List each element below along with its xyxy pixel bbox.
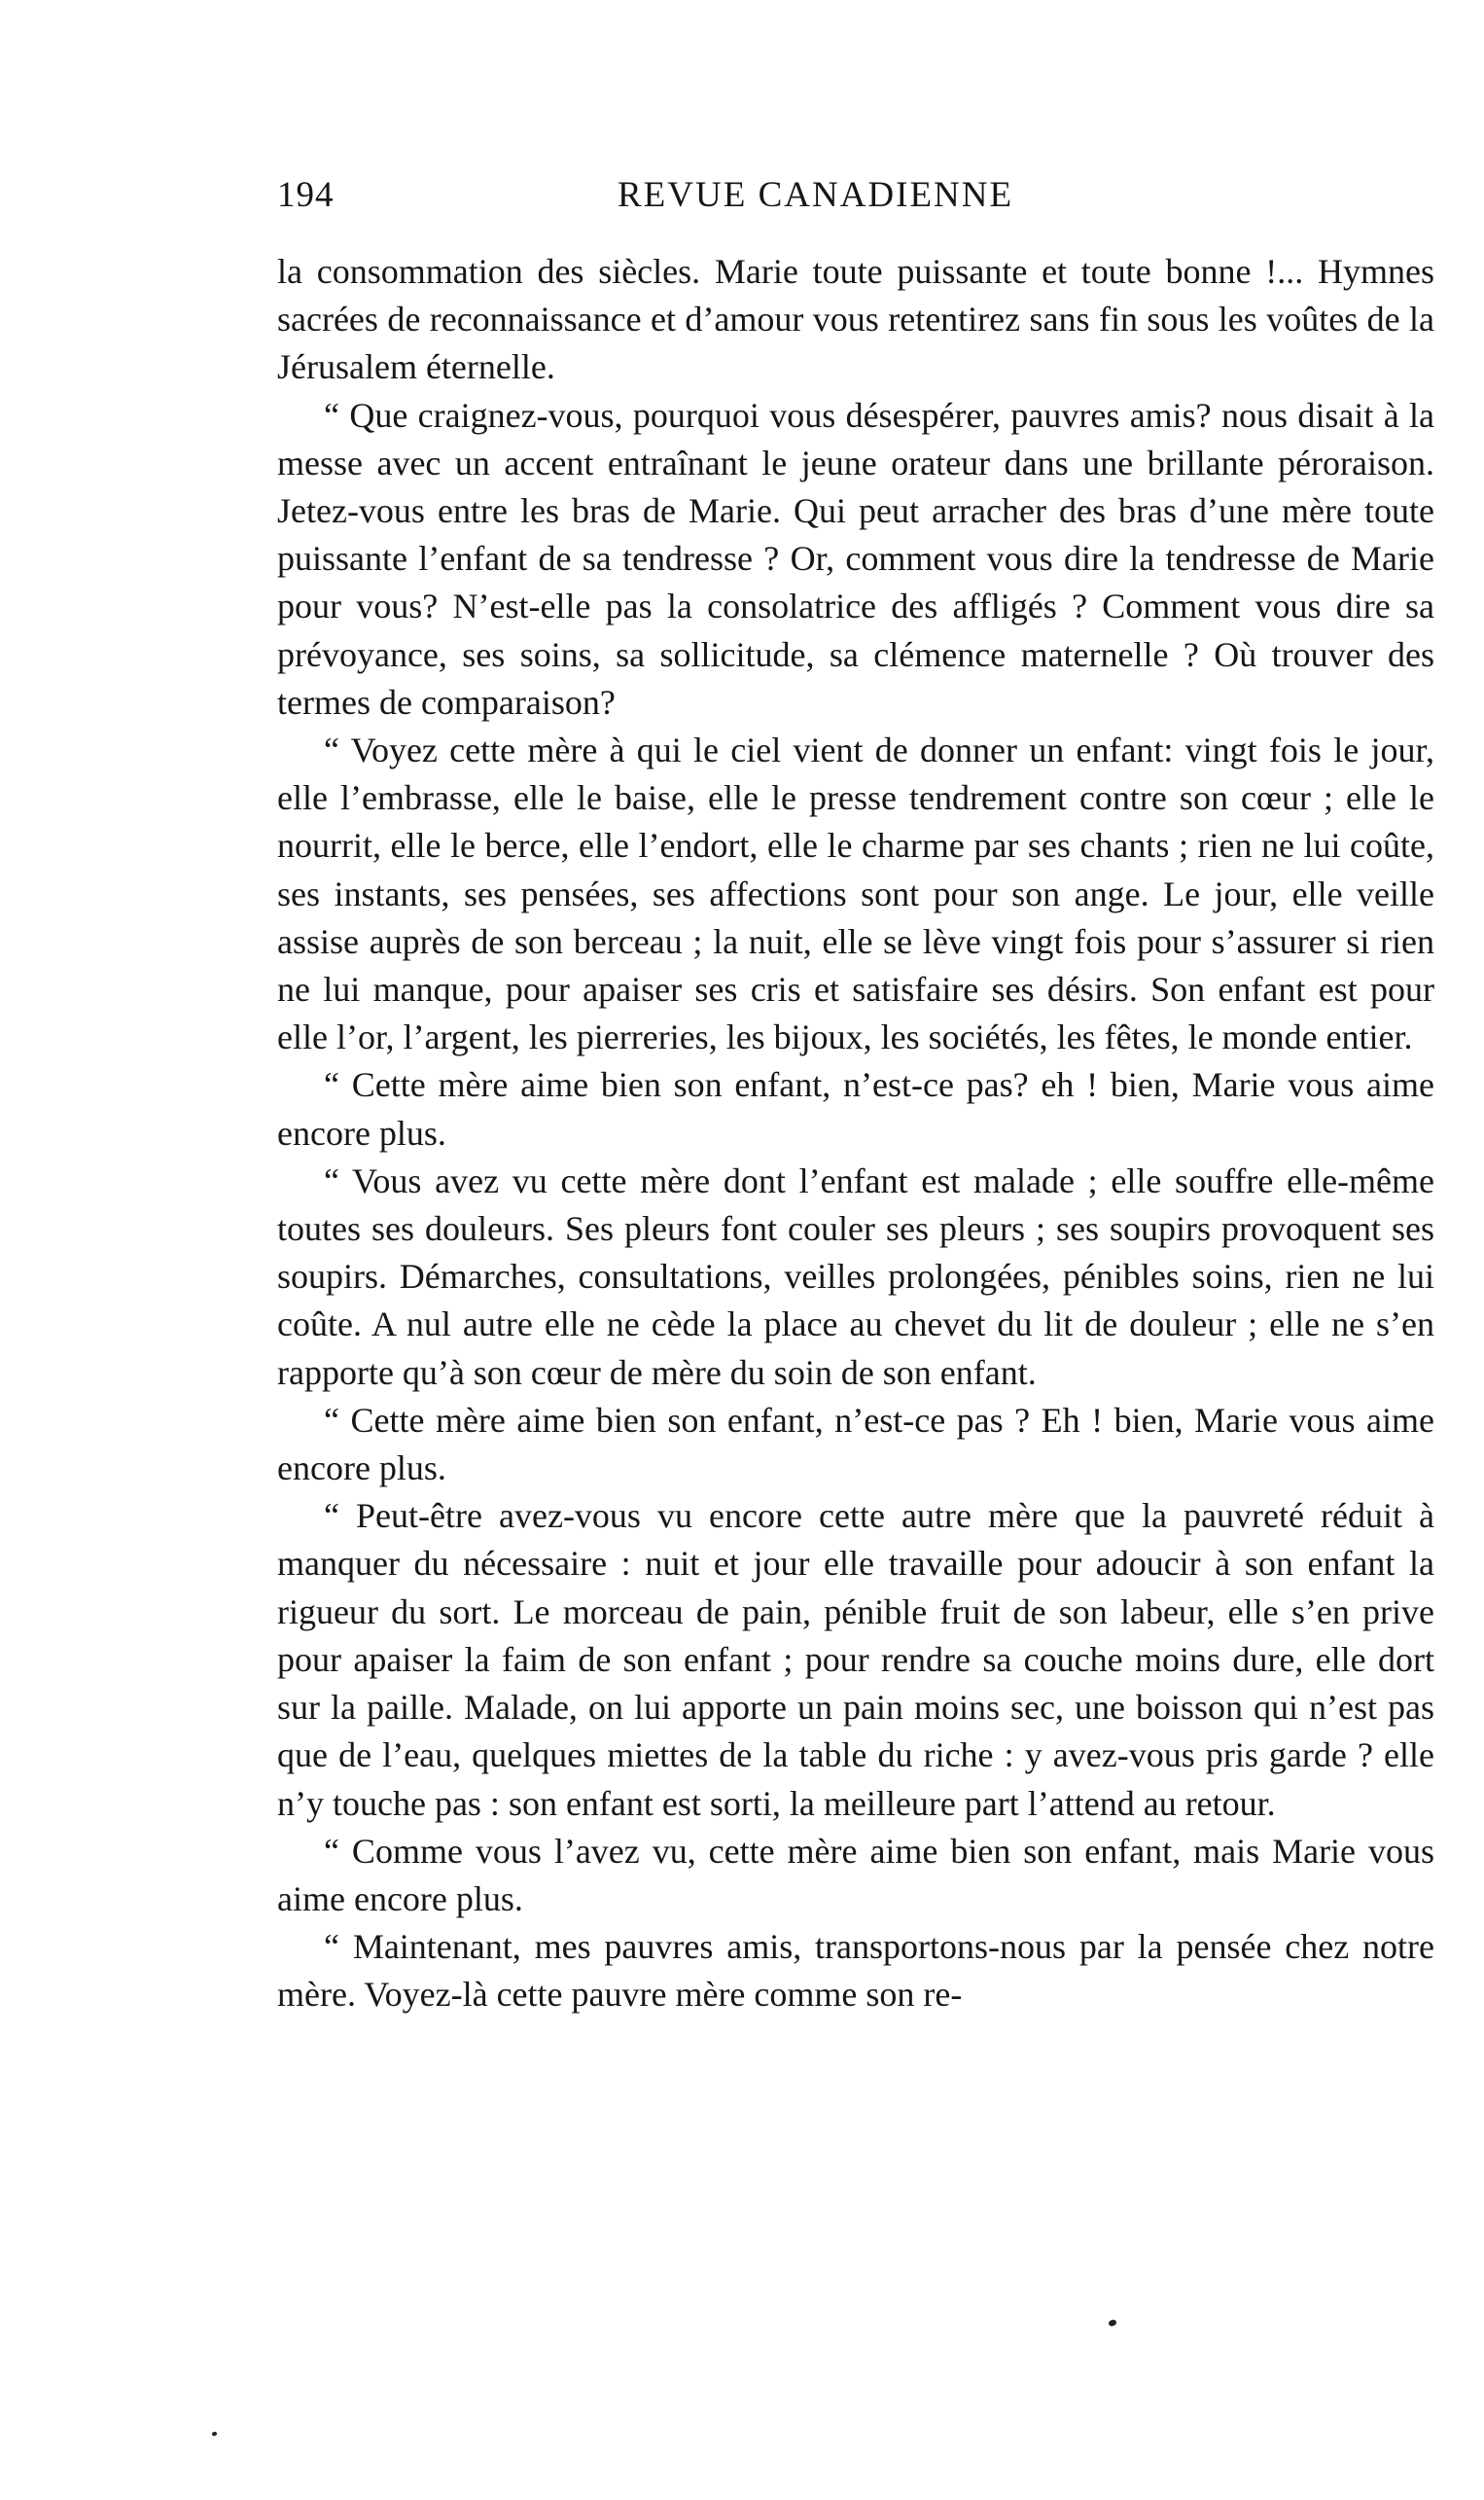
paragraph-1: la consommation des siècles. Marie toute puissante et toute bonne !... Hymnes sacrées de reconnaissance et d’amour vous retentirez sans fin sous les voûtes de la Jérusalem éternelle. <box>277 252 1434 387</box>
body-text <box>277 248 1434 2019</box>
paragraph-6: “ Cette mère aime bien son enfant, n’est-ce pas ? Eh ! bien, Marie vous aime encore plus. <box>277 1400 1434 1488</box>
paragraph-2: “ Que craignez-vous, pourquoi vous désespérer, pauvres amis? nous disait à la messe avec un accent entraînant le jeune orateur dans une brillante péroraison. Jetez-vous entre les bras de Marie. Qui peut arracher des bras d’une mère toute puissante l’enfant de sa tendresse ? Or, comment vous dire la tendresse de Marie pour vous? N’est-elle pas la consolatrice des affligés ? Comment vous dire sa prévoyance, ses soins, sa sollicitude, sa clémence maternelle ? Où trouver des termes de comparaison? <box>277 395 1434 722</box>
paragraph-3: “ Voyez cette mère à qui le ciel vient de donner un enfant: vingt fois le jour, elle l’embrasse, elle le baise, elle le presse tendrement contre son cœur ; elle le nourrit, elle le berce, elle l’endort, elle le charme par ses chants ; rien ne lui coûte, ses instants, ses pensées, ses affections sont pour son ange. Le jour, elle veille assise auprès de son berceau ; la nuit, elle se lève vingt fois pour s’assurer si rien ne lui manque, pour apaiser ses cris et satisfaire ses désirs. Son enfant est pour elle l’or, l’argent, les pierreries, les bijoux, les sociétés, les fêtes, le monde entier. <box>277 731 1434 1057</box>
journal-title: REVUE CANADIENNE <box>618 175 1014 215</box>
running-head <box>277 171 1065 220</box>
paragraph-5: “ Vous avez vu cette mère dont l’enfant est malade ; elle souffre elle-même toutes ses douleurs. Ses pleurs font couler ses pleurs ; ses soupirs provoquent ses soupirs. Démarches, consultations, veilles prolongées, pénibles soins, rien ne lui coûte. A nul autre elle ne cède la place au chevet du lit de douleur ; elle ne s’en rapporte qu’à son cœur de mère du soin de son enfant. <box>277 1161 1434 1392</box>
ink-speck <box>1108 2319 1117 2327</box>
page-number: 194 <box>277 175 335 215</box>
ink-speck <box>211 2431 217 2436</box>
paragraph-7: “ Peut-être avez-vous vu encore cette autre mère que la pauvreté réduit à manquer du nécessaire : nuit et jour elle travaille pour adoucir à son enfant la rigueur du sort. Le morceau de pain, pénible fruit de son labeur, elle s’en prive pour apaiser la faim de son enfant ; pour rendre sa couche moins dure, elle dort sur la paille. Malade, on lui apporte un pain moins sec, une boisson qui n’est pas que de l’eau, quelques miettes de la table du riche : y avez-vous pris garde ? elle n’y touche pas : son enfant est sorti, la meilleure part l’attend au retour. <box>277 1496 1434 1823</box>
paragraph-8: “ Comme vous l’avez vu, cette mère aime bien son enfant, mais Marie vous aime encore plus. <box>277 1831 1434 1918</box>
paragraph-9: “ Maintenant, mes pauvres amis, transportons-nous par la pensée chez notre mère. Voyez-là cette pauvre mère comme son re- <box>277 1927 1434 2015</box>
paragraph-4: “ Cette mère aime bien son enfant, n’est-ce pas? eh ! bien, Marie vous aime encore plus. <box>277 1065 1434 1153</box>
